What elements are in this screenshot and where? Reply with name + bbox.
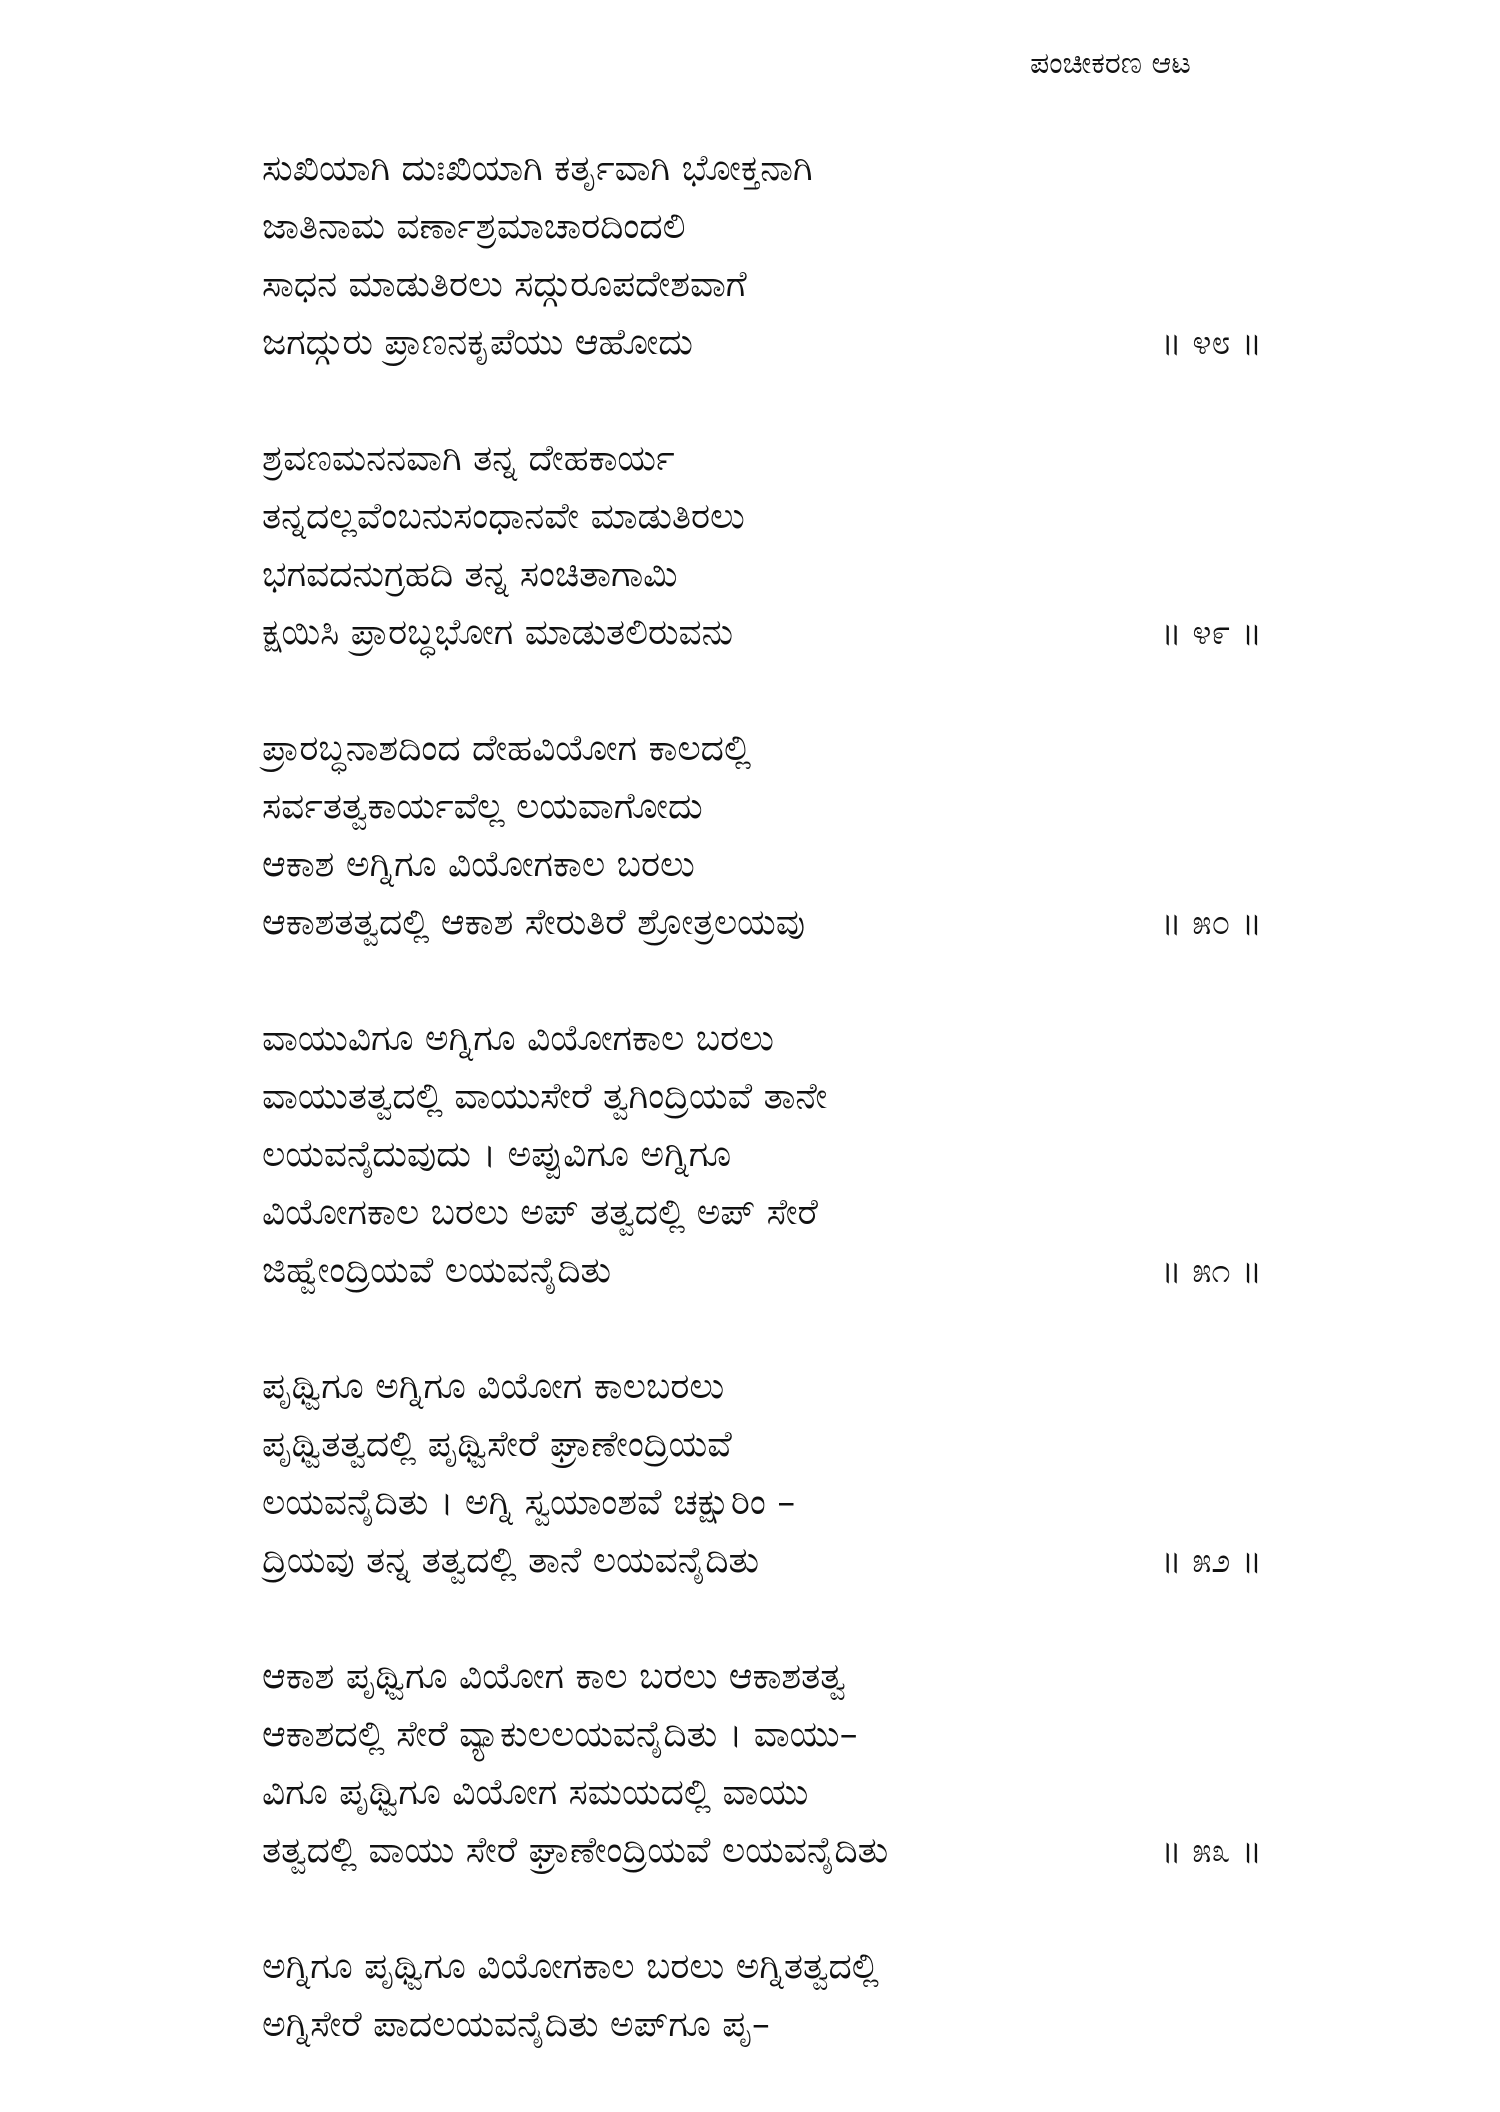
verse-line: ಆಕಾಶ ಪೃಥ್ವಿಗೂ ವಿಯೋಗ ಕಾಲ ಬರಲು ಆಕಾಶತತ್ವ <box>262 1656 846 1697</box>
verse-number: ॥ ೫೨ ॥ <box>1160 1541 1262 1581</box>
verse-line: ವಾಯುತತ್ವದಲ್ಲಿ ವಾಯುಸೇರೆ ತ್ವಗಿಂದ್ರಿಯವೆ ತಾನೇ <box>262 1076 828 1117</box>
verse-line: ಆಕಾಶದಲ್ಲಿ ಸೇರೆ ವ್ಯಾಕುಲಲಯವನೈದಿತು । ವಾಯು– <box>262 1714 858 1755</box>
stanza <box>262 1648 1262 1880</box>
verse-line: ಆಕಾಶತತ್ವದಲ್ಲಿ ಆಕಾಶ ಸೇರುತಿರೆ ಶ್ರೋತ್ರಲಯವು ॥ ೫೦ ॥ <box>262 894 1262 952</box>
stanza <box>262 720 1262 952</box>
verse-line: ತತ್ವದಲ್ಲಿ ವಾಯು ಸೇರೆ ಘ್ರಾಣೇಂದ್ರಿಯವೆ ಲಯವನೈದಿತು ॥ ೫೩ ॥ <box>262 1822 1262 1880</box>
verse-number: ॥ ೫೧ ॥ <box>1160 1251 1262 1291</box>
verse-line: ಲಯವನೈದುವುದು । ಅಪ್ಪುವಿಗೂ ಅಗ್ನಿಗೂ <box>262 1134 732 1175</box>
verse-line: ಪೃಥ್ವಿಗೂ ಅಗ್ನಿಗೂ ವಿಯೋಗ ಕಾಲಬರಲು <box>262 1366 725 1407</box>
verse-line: ಜಾತಿನಾಮ ವರ್ಣಾಶ್ರಮಾಚಾರದಿಂದಲಿ <box>262 206 686 247</box>
verse-line: ಕ್ಷಯಿಸಿ ಪ್ರಾರಬ್ಧಭೋಗ ಮಾಡುತಲಿರುವನು ॥ ೪೯ ॥ <box>262 604 1262 662</box>
verse-line: ಸರ್ವತತ್ವಕಾರ್ಯವೆಲ್ಲ ಲಯವಾಗೋದು <box>262 786 703 827</box>
verse-body <box>262 140 1262 2112</box>
verse-line: ಅಗ್ನಿಗೂ ಪೃಥ್ವಿಗೂ ವಿಯೋಗಕಾಲ ಬರಲು ಅಗ್ನಿತತ್ವದಲ್ಲಿ <box>262 1946 879 1987</box>
verse-number: ॥ ೫೦ ॥ <box>1160 903 1262 943</box>
verse-line: ಶ್ರವಣಮನನವಾಗಿ ತನ್ನ ದೇಹಕಾರ್ಯ <box>262 438 675 479</box>
stanza <box>262 1358 1262 1590</box>
stanza <box>262 1938 1262 2054</box>
verse-line: ಜಗದ್ಗುರು ಪ್ರಾಣನಕೃಪೆಯು ಆಹೋದು ॥ ೪೮ ॥ <box>262 314 1262 372</box>
running-head: ಪಂಚೀಕರಣ ಆಟ <box>1030 46 1191 81</box>
stanza <box>262 1010 1262 1300</box>
verse-line: ವಿಯೋಗಕಾಲ ಬರಲು ಅಪ್ ತತ್ವದಲ್ಲಿ ಅಪ್ ಸೇರೆ <box>262 1192 818 1233</box>
verse-line: ಪ್ರಾರಬ್ಧನಾಶದಿಂದ ದೇಹವಿಯೋಗ ಕಾಲದಲ್ಲಿ <box>262 728 752 769</box>
verse-line: ಸುಖಿಯಾಗಿ ದುಃಖಿಯಾಗಿ ಕರ್ತೃವಾಗಿ ಭೋಕ್ತನಾಗಿ <box>262 148 813 189</box>
verse-line: ದ್ರಿಯವು ತನ್ನ ತತ್ವದಲ್ಲಿ ತಾನೆ ಲಯವನೈದಿತು ॥ ೫೨ ॥ <box>262 1532 1262 1590</box>
verse-line: ಆಕಾಶ ಅಗ್ನಿಗೂ ವಿಯೋಗಕಾಲ ಬರಲು <box>262 844 695 885</box>
verse-line: ವಿಗೂ ಪೃಥ್ವಿಗೂ ವಿಯೋಗ ಸಮಯದಲ್ಲಿ ವಾಯು <box>262 1772 809 1813</box>
verse-line: ಜಿಹ್ವೇಂದ್ರಿಯವೆ ಲಯವನೈದಿತು ॥ ೫೧ ॥ <box>262 1242 1262 1300</box>
verse-line: ಸಾಧನ ಮಾಡುತಿರಲು ಸದ್ಗುರೂಪದೇಶವಾಗೆ <box>262 264 747 305</box>
verse-line: ತನ್ನದಲ್ಲವೆಂಬನುಸಂಧಾನವೇ ಮಾಡುತಿರಲು <box>262 496 745 537</box>
verse-line: ಅಗ್ನಿಸೇರೆ ಪಾದಲಯವನೈದಿತು ಅಪ್‌ಗೂ ಪೃ– <box>262 2004 770 2045</box>
verse-number: ॥ ೫೩ ॥ <box>1160 1831 1262 1871</box>
verse-line: ಲಯವನೈದಿತು । ಅಗ್ನಿ ಸ್ವಯಾಂಶವೆ ಚಕ್ಷುರಿಂ – <box>262 1482 796 1523</box>
stanza <box>262 430 1262 662</box>
verse-number: ॥ ೪೮ ॥ <box>1160 323 1262 363</box>
verse-number: ॥ ೪೯ ॥ <box>1160 613 1262 653</box>
stanza <box>262 140 1262 372</box>
verse-line: ಪೃಥ್ವಿತತ್ವದಲ್ಲಿ ಪೃಥ್ವಿಸೇರೆ ಘ್ರಾಣೇಂದ್ರಿಯವೆ <box>262 1424 732 1465</box>
verse-line: ವಾಯುವಿಗೂ ಅಗ್ನಿಗೂ ವಿಯೋಗಕಾಲ ಬರಲು <box>262 1018 774 1059</box>
verse-line: ಭಗವದನುಗ್ರಹದಿ ತನ್ನ ಸಂಚಿತಾಗಾಮಿ <box>262 554 678 595</box>
